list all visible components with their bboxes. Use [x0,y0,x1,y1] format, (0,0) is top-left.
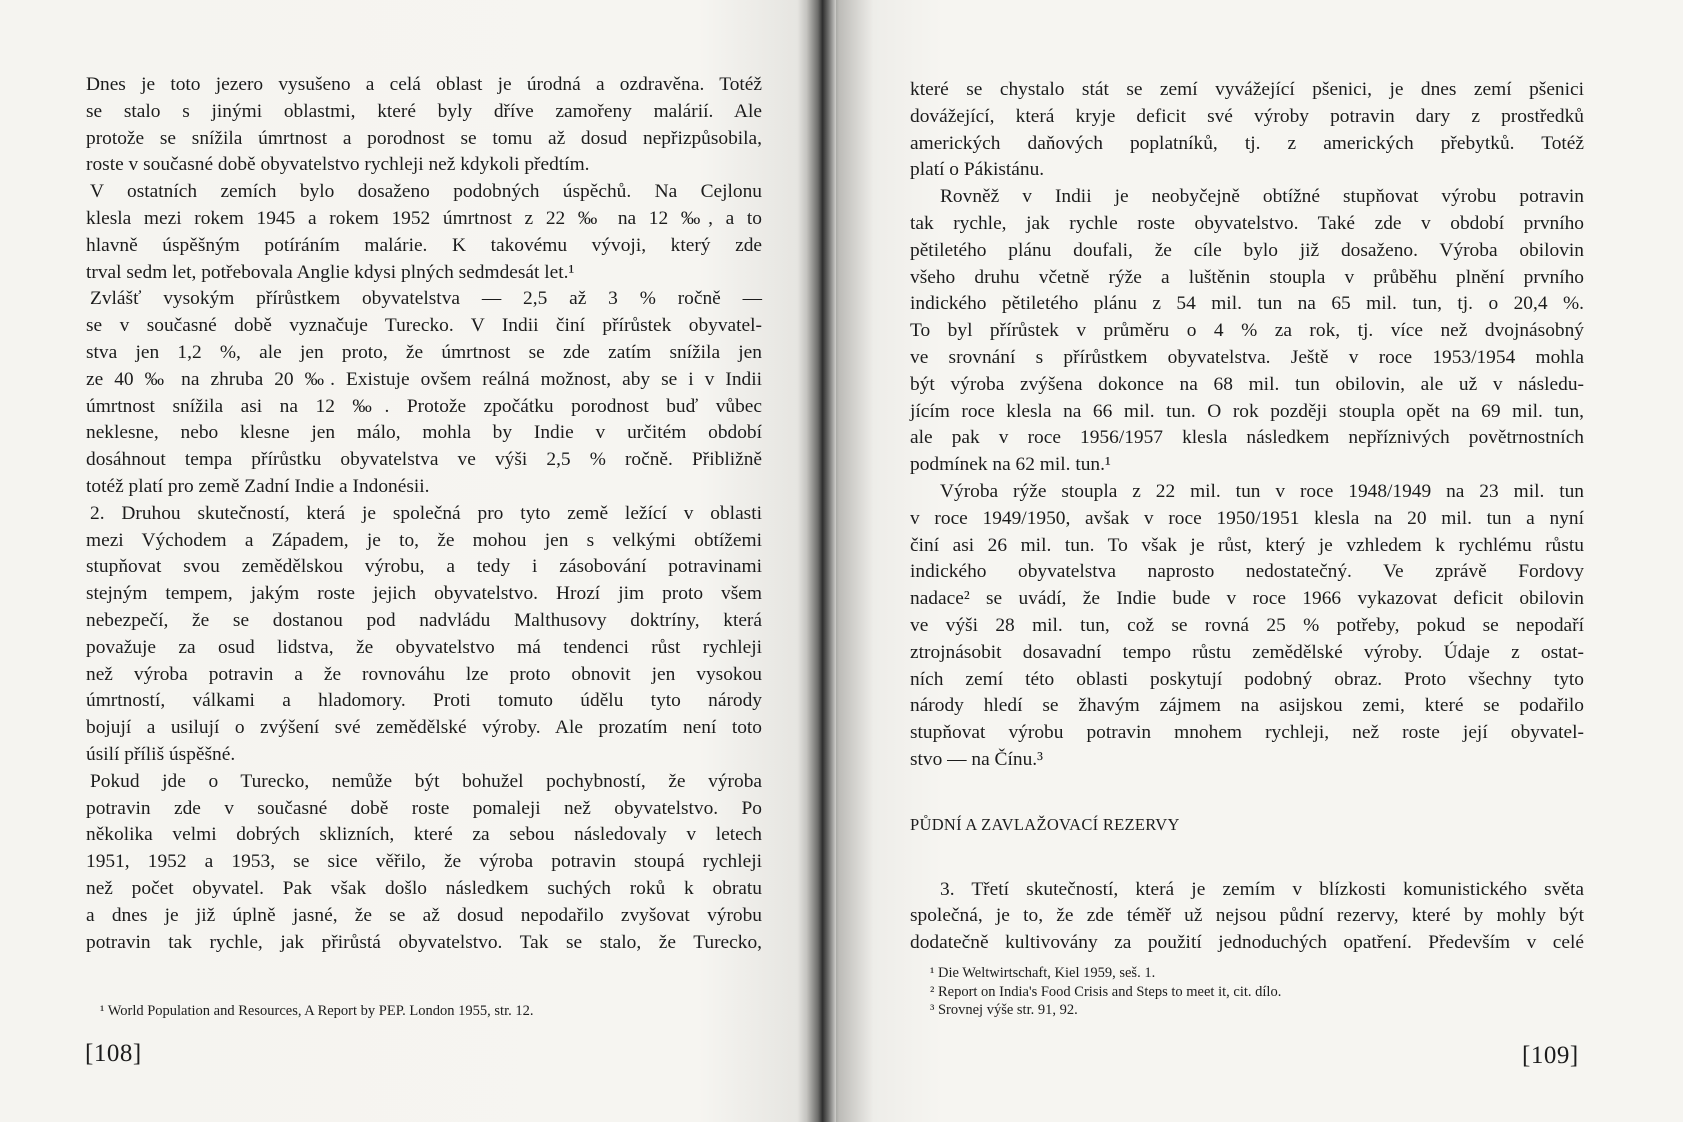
text-line: 1951, 1952 a 1953, se sice věřilo, že výroba potravin stoupá rychleji [86,851,762,873]
text-line: dovážející, která kryje deficit své výroby potravin dary z prostředků [910,105,1584,127]
text-line: bojují a usilují o zvýšení své zemědělské výroby. Ale prozatím není toto [86,717,762,739]
text-line: a dnes je již úplně jasné, že se až dosud nepodařilo zvyšovat výrobu [86,904,762,926]
text-line: se v současné době vyznačuje Turecko. V Indii činí přírůstek obyvatel- [86,315,762,337]
footnote: ³ Srovnej výše str. 91, 92. [930,1002,1078,1018]
text-line: které se chystalo stát se zemí vyvážející pšenici, je dnes zemí pšenici [910,79,1584,100]
text-line: podmínek na 62 mil. tun.¹ [910,454,1111,476]
text-line: úmrtností, válkami a hladomory. Proti tomuto údělu tyto národy [86,690,762,712]
left-page-text [86,72,762,956]
page-number: [108] [85,1040,142,1067]
footnote: ¹ World Population and Resources, A Report by PEP. London 1955, str. 12. [100,1003,534,1019]
text-line: ztrojnásobit dosavadní tempo růstu zemědělské výroby. Údaje z ostat- [910,641,1584,663]
text-line: totéž platí pro země Zadní Indie a Indonésii. [86,475,430,497]
page-number: [109] [1522,1042,1579,1069]
text-line: Dnes je toto jezero vysušeno a celá oblast je úrodná a ozdravěna. Totéž [86,74,762,95]
text-line: pětiletého plánu doufali, že cíle bylo již dosaženo. Výroba obilovin [910,239,1584,261]
text-line: všeho druhu včetně rýže a luštěnin stoupla v průběhu plnění prvního [910,266,1584,288]
section-heading: PŮDNÍ A ZAVLAŽOVACÍ REZERVY [910,814,1180,834]
right-page-text [910,77,1584,957]
text-line: úsilí příliš úspěšné. [86,743,236,765]
text-line: považuje za osud lidstva, že obyvatelstvo má tendenci růst rychleji [86,636,762,658]
text-line: V ostatních zemích bylo dosaženo podobných úspěchů. Na Cejlonu [90,181,762,203]
text-line: trval sedm let, potřebovala Anglie kdysi plných sedmdesát let.¹ [86,261,575,283]
text-line: úmrtnost snížila asi na 12 ‰. Protože zpočátku porodnost buď vůbec [86,395,762,417]
text-line: mezi Východem a Západem, je to, že mohou jen s velkými obtížemi [86,529,762,551]
text-line: činí asi 26 mil. tun. To však je růst, který je vzhledem k rychlému růstu [910,534,1584,556]
text-line: Výroba rýže stoupla z 22 mil. tun v roce 1948/1949 na 23 mil. tun [940,480,1584,502]
left-footnotes [100,1002,740,1021]
text-line: potravin tak rychle, jak přirůstá obyvatelstvo. Tak se stalo, že Turecko, [86,931,762,953]
text-line: se stalo s jinými oblastmi, které byly dříve zamořeny malárií. Ale [86,100,762,122]
text-line: amerických daňových poplatníků, tj. z amerických přebytků. Totéž [910,132,1584,154]
text-line: dodatečně kultivovány za použití jednoduchých opatření. Především v celé [910,932,1584,954]
text-line: indického obyvatelstva naprosto nedostatečný. Ve zprávě Fordovy [910,561,1584,583]
text-line: jícím roce klesla na 66 mil. tun. O rok později stoupla opět na 69 mil. tun, [910,400,1584,422]
text-line: než výroba potravin a že rovnováhu lze proto obnovit jen vysokou [86,663,762,685]
text-line: ních zemí této oblasti poskytují podobný obraz. Proto všechny tyto [910,668,1584,690]
text-line: roste v současné době obyvatelstvo rychleji než kdykoli předtím. [86,154,590,176]
text-line: platí o Pákistánu. [910,159,1045,181]
text-line: nebezpečí, že se dostanou pod nadvládu Malthusovy doktríny, která [86,609,762,631]
text-line: klesla mezi rokem 1945 a rokem 1952 úmrtnost z 22 ‰ na 12 ‰, a to [86,207,762,229]
text-line: ale pak v roce 1956/1957 klesla následkem nepříznivých povětrnostních [910,427,1584,449]
text-line: stupňovat výrobu potravin mnohem rychleji, než roste její obyvatel- [910,722,1584,744]
text-line: ve výši 28 mil. tun, což se rovná 25 % potřeby, pokud se nepodaří [910,614,1584,636]
text-line: Pokud jde o Turecko, nemůže být bohužel pochybností, že výroba [90,770,762,792]
footnote: ² Report on India's Food Crisis and Steps to meet it, cit. dílo. [930,983,1282,1000]
text-line: hlavně úspěšným potíráním malárie. K takovému vývoji, který zde [86,234,762,256]
text-line: stvo — na Čínu.³ [910,748,1043,770]
text-line: v roce 1949/1950, avšak v roce 1950/1951 klesla na 20 mil. tun a nyní [910,507,1584,529]
text-line: společná, je to, že zde téměř už nejsou půdní rezervy, které by mohly být [910,905,1584,927]
text-line: stupňovat svou zemědělskou výrobu, a tedy i zásobování potravinami [86,556,762,578]
text-line: neklesne, nebo klesne jen málo, mohla by Indie v určitém období [86,422,762,444]
text-line: protože se snížila úmrtnost a porodnost se tomu až dosud nepřizpůsobila, [86,127,762,149]
text-line: Rovněž v Indii je neobyčejně obtížné stupňovat výrobu potravin [940,186,1584,208]
text-line: tak rychle, jak rychle roste obyvatelstvo. Také zde v období prvního [910,212,1584,234]
text-line: několika velmi dobrých sklizních, které za sebou následovaly v letech [86,824,762,846]
left-page [0,0,822,1122]
text-line: 3. Třetí skutečností, která je zemím v blízkosti komunistického světa [940,878,1584,900]
text-line: To byl přírůstek v průměru o 4 % za rok, tj. více než dvojnásobný [910,320,1584,342]
text-line: Zvlášť vysokým přírůstkem obyvatelstva — 2,5 až 3 % ročně — [90,288,762,310]
right-footnotes [930,964,1570,1020]
text-line: národy hledí se žhavým zájmem na asijskou zemi, které se podařilo [910,695,1584,717]
text-line: ze 40 ‰ na zhruba 20 ‰. Existuje ovšem reálná možnost, aby se i v Indii [86,368,762,390]
text-line: indického pětiletého plánu z 54 mil. tun na 65 mil. tun, tj. o 20,4 %. [910,293,1584,315]
text-line: nadace² se uvádí, že Indie bude v roce 1966 vykazovat deficit obilovin [910,588,1584,610]
right-page [822,0,1683,1122]
text-line: ve srovnání s přírůstkem obyvatelstva. Ještě v roce 1953/1954 mohla [910,346,1584,368]
text-line: 2. Druhou skutečností, která je společná pro tyto země ležící v oblasti [90,502,762,524]
text-line: být výroba zvýšena dokonce na 68 mil. tun obilovin, ale už v následu- [910,373,1584,395]
text-line: dosáhnout tempa přírůstku obyvatelstva ve výši 2,5 % ročně. Přibližně [86,449,762,471]
text-line: stva jen 1,2 %, ale jen proto, že úmrtnost se zde zatím snížila jen [86,341,762,363]
book-gutter [806,0,836,1122]
text-line: potravin zde v současné době roste pomaleji než obyvatelstvo. Po [86,797,762,819]
text-line: než počet obyvatel. Pak však došlo následkem suchých roků k obratu [86,877,762,899]
text-line: stejným tempem, jakým roste jejich obyvatelstvo. Hrozí jim proto všem [86,583,762,605]
footnote: ¹ Die Weltwirtschaft, Kiel 1959, seš. 1. [930,965,1156,981]
